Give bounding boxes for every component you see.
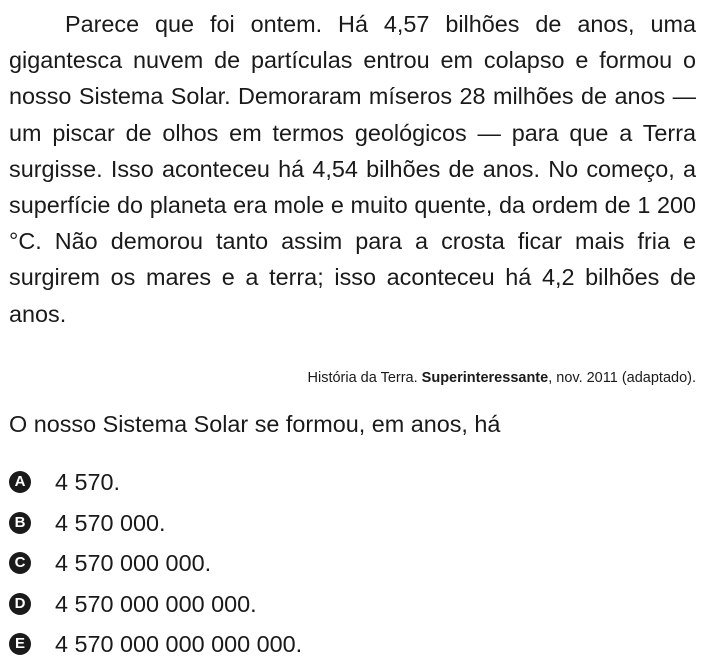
option-a-text: 4 570. — [55, 469, 121, 496]
source-article: História da Terra. — [307, 370, 422, 386]
option-a[interactable] — [9, 462, 302, 503]
option-b-letter-badge: B — [9, 512, 31, 534]
source-citation — [308, 368, 697, 388]
option-c-letter-badge: C — [9, 552, 31, 574]
source-details: , nov. 2011 (adaptado). — [548, 370, 696, 386]
option-e[interactable] — [9, 624, 302, 665]
option-b-text: 4 570 000. — [55, 509, 166, 536]
source-publication: Superinteressante — [421, 370, 549, 386]
option-d-letter-badge: D — [9, 593, 31, 615]
option-e-text: 4 570 000 000 000 000. — [55, 631, 303, 658]
passage-text: Parece que foi ontem. Há 4,57 bilhões de anos, uma gigantesca nuvem de partículas entrou em colapso e formou o nosso Sistema Solar. Demoraram míseros 28 milhões de anos — um piscar de olhos em termos geológicos — para que a Terra surgisse. Isso aconteceu há 4,54 bilhões de anos. No começo, a superfície do planeta era mole e muito quente, da ordem de 1 200 °C. Não demorou tanto assim para a crosta ficar mais fria e surgirem os mares e a terra; isso aconteceu há 4,2 bilhões de anos. — [9, 11, 696, 327]
option-c[interactable] — [9, 543, 302, 584]
option-a-letter-badge: A — [9, 471, 31, 493]
option-d-text: 4 570 000 000 000. — [55, 590, 257, 617]
answer-options — [9, 462, 302, 665]
option-c-text: 4 570 000 000. — [55, 550, 212, 577]
option-b[interactable] — [9, 503, 302, 544]
option-e-letter-badge: E — [9, 633, 31, 655]
question-stem: O nosso Sistema Solar se formou, em anos, há — [9, 411, 501, 437]
option-d[interactable] — [9, 584, 302, 625]
